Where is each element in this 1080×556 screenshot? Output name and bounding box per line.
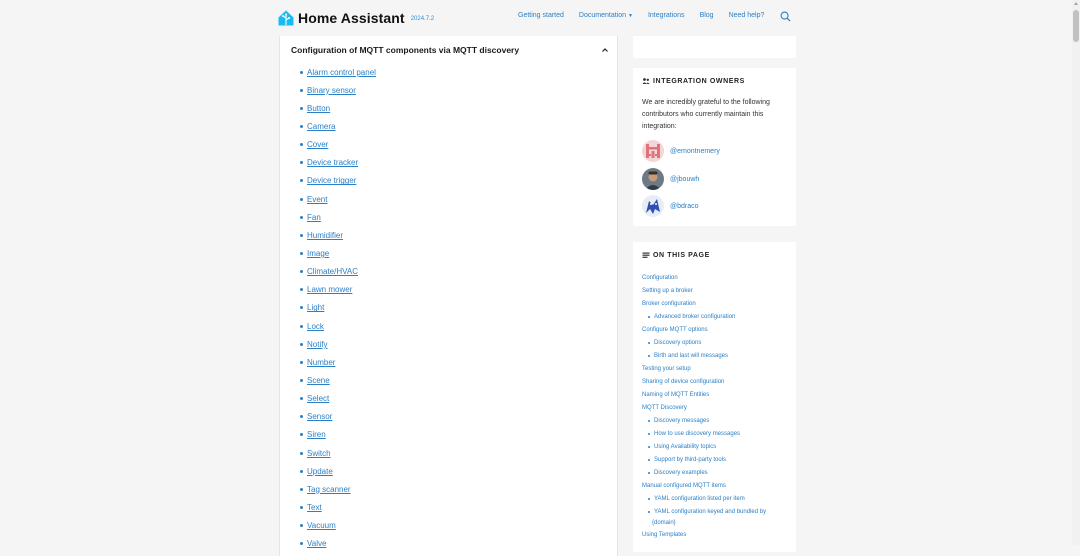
main-content	[279, 36, 618, 556]
toc-item[interactable]	[642, 388, 766, 401]
bullet-icon	[300, 397, 303, 400]
bullet-icon	[648, 316, 650, 318]
toc-item-label: YAML configuration listed per item	[654, 495, 745, 502]
owner-link[interactable]: @bdraco	[670, 202, 699, 210]
brand-name: Home Assistant	[298, 10, 405, 26]
bullet-icon	[648, 433, 650, 435]
home-assistant-logo-icon	[278, 10, 294, 26]
list-item	[300, 371, 376, 389]
owner-emontnemery[interactable]	[642, 139, 720, 163]
toc-item-label: Sharing of device configuration	[642, 378, 725, 385]
list-item	[300, 480, 376, 498]
toc-item[interactable]	[642, 414, 766, 427]
owner-link[interactable]: @emontnemery	[670, 147, 720, 155]
list-item	[300, 353, 376, 371]
list-item	[300, 190, 376, 208]
component-link[interactable]: Device trigger	[307, 176, 357, 186]
toc-item[interactable]	[642, 401, 766, 414]
on-this-page-card	[633, 242, 796, 552]
nav-need-help[interactable]: Need help?	[728, 12, 765, 19]
search-icon[interactable]	[780, 11, 791, 22]
owner-bdraco[interactable]	[642, 194, 699, 218]
component-link[interactable]: Tag scanner	[307, 484, 351, 494]
avatar	[642, 168, 664, 190]
bullet-icon	[648, 420, 650, 422]
toc-item-label: Discovery examples	[654, 469, 708, 476]
bullet-icon	[300, 524, 303, 527]
component-link[interactable]: Vacuum	[307, 521, 336, 531]
chevron-down-icon: ▼	[628, 13, 633, 19]
version-badge: 2024.7.2	[410, 16, 435, 22]
list-item	[300, 226, 376, 244]
list-item	[300, 517, 376, 535]
owners-heading-text: INTEGRATION OWNERS	[653, 77, 745, 85]
toc-item[interactable]	[642, 336, 766, 349]
main-nav	[518, 12, 779, 19]
owners-heading	[642, 77, 745, 85]
bullet-icon	[648, 498, 650, 500]
bullet-icon	[300, 506, 303, 509]
photo-avatar-icon	[642, 168, 664, 190]
toc-item-label: YAML configuration keyed and bundled by	[654, 508, 767, 515]
list-item	[300, 244, 376, 262]
owner-jbouwh[interactable]	[642, 167, 699, 191]
toc-item-label: Advanced broker configuration	[654, 313, 736, 320]
integration-owners-card	[633, 68, 796, 226]
toc-item[interactable]	[642, 349, 766, 362]
toc-item-label: Using Availability topics	[654, 443, 717, 450]
people-icon	[642, 77, 650, 85]
toc-item[interactable]	[642, 492, 766, 505]
bullet-icon	[300, 452, 303, 455]
nav-blog[interactable]: Blog	[699, 12, 714, 19]
bullet-icon	[300, 125, 303, 128]
list-item	[300, 408, 376, 426]
bullet-icon	[648, 459, 650, 461]
toc-item-label: Using Templates	[642, 531, 687, 538]
list-item	[300, 81, 376, 99]
component-link[interactable]: Image	[307, 248, 330, 258]
component-link[interactable]: Cover	[307, 140, 329, 150]
toc-item-label: Discovery messages	[654, 417, 710, 424]
toc-item[interactable]	[642, 479, 766, 492]
toc-item-label: Configuration	[642, 274, 678, 281]
list-item	[300, 335, 376, 353]
toc-list	[642, 271, 766, 541]
list-item	[300, 154, 376, 172]
list-item	[300, 426, 376, 444]
bullet-icon	[300, 288, 303, 291]
dragon-avatar-icon	[642, 195, 664, 217]
list-item	[300, 498, 376, 516]
toc-item[interactable]	[642, 453, 766, 466]
component-link[interactable]: Text	[307, 502, 322, 512]
identicon-avatar-icon	[642, 140, 664, 162]
list-item	[300, 136, 376, 154]
toc-item[interactable]	[642, 518, 766, 528]
component-link[interactable]: Number	[307, 357, 336, 367]
toc-item-label: Manual configured MQTT items	[642, 482, 726, 489]
nav-documentation[interactable]	[579, 12, 633, 19]
component-link[interactable]: Fan	[307, 212, 321, 222]
bullet-icon	[648, 446, 650, 448]
bullet-icon	[648, 511, 650, 513]
mqtt-discovery-section-header[interactable]	[291, 41, 609, 59]
toc-item[interactable]	[642, 271, 766, 284]
toc-item[interactable]	[642, 528, 766, 541]
list-item	[300, 263, 376, 281]
sidebar-card-top	[633, 36, 796, 58]
toc-heading	[642, 251, 710, 259]
toc-heading-text: ON THIS PAGE	[653, 251, 710, 259]
list-item	[300, 208, 376, 226]
component-link[interactable]: Button	[307, 103, 331, 113]
list-item	[300, 281, 376, 299]
toc-item-label: Birth and last will messages	[654, 352, 729, 359]
component-link[interactable]: Valve	[307, 539, 327, 549]
bullet-icon	[648, 342, 650, 344]
page-scrollbar[interactable]	[1072, 0, 1080, 545]
toc-item[interactable]	[642, 505, 766, 518]
bullet-icon	[300, 343, 303, 346]
component-link[interactable]: Humidifier	[307, 230, 344, 240]
bullet-icon	[300, 234, 303, 237]
nav-getting-started[interactable]: Getting started	[518, 12, 564, 19]
bullet-icon	[300, 433, 303, 436]
component-list	[300, 63, 376, 553]
list-item	[300, 299, 376, 317]
bullet-icon	[300, 325, 303, 328]
bullet-icon	[300, 270, 303, 273]
bullet-icon	[300, 488, 303, 491]
toc-item-label: Setting up a broker	[642, 287, 693, 294]
toc-item-label: Naming of MQTT Entities	[642, 391, 710, 398]
list-item	[300, 99, 376, 117]
bullet-icon	[300, 89, 303, 92]
bullet-icon	[300, 179, 303, 182]
section-title: Configuration of MQTT components via MQTT discovery	[291, 45, 520, 55]
toc-item[interactable]	[642, 362, 766, 375]
bullet-icon	[648, 472, 650, 474]
component-link[interactable]: Camera	[307, 121, 336, 131]
avatar	[642, 195, 664, 217]
toc-item[interactable]	[642, 310, 766, 323]
toc-item-label: Broker configuration	[642, 300, 696, 307]
list-item	[300, 535, 376, 553]
list-item	[300, 117, 376, 135]
bullet-icon	[300, 470, 303, 473]
bullet-icon	[300, 71, 303, 74]
component-link[interactable]: Binary sensor	[307, 85, 356, 95]
component-link[interactable]: Light	[307, 303, 325, 313]
component-link[interactable]: Alarm control panel	[307, 67, 376, 77]
bullet-icon	[300, 252, 303, 255]
bullet-icon	[300, 161, 303, 164]
bullet-icon	[300, 306, 303, 309]
list-icon	[642, 251, 650, 259]
toc-item[interactable]	[642, 440, 766, 453]
brand-link[interactable]	[278, 8, 434, 28]
list-item	[300, 390, 376, 408]
component-link[interactable]: Siren	[307, 430, 326, 440]
toc-item[interactable]	[642, 284, 766, 297]
toc-item-label: {domain}	[652, 520, 676, 526]
component-link[interactable]: Lawn mower	[307, 285, 353, 295]
scrollbar-thumb[interactable]	[1073, 10, 1079, 42]
bullet-icon	[300, 361, 303, 364]
owners-description: We are incredibly grateful to the following contributors who currently maintain this integration:	[642, 99, 770, 130]
toc-item-label: How to use discovery messages	[654, 430, 741, 437]
bullet-icon	[300, 107, 303, 110]
toc-item[interactable]	[642, 375, 766, 388]
list-item	[300, 317, 376, 335]
component-link[interactable]: Event	[307, 194, 328, 204]
chevron-up-icon[interactable]	[601, 46, 609, 54]
list-item	[300, 444, 376, 462]
toc-item[interactable]	[642, 297, 766, 310]
toc-item[interactable]	[642, 466, 766, 479]
component-link[interactable]: Device tracker	[307, 158, 359, 168]
top-bar	[0, 0, 1072, 36]
component-link[interactable]: Update	[307, 466, 333, 476]
nav-documentation-label: Documentation	[578, 12, 627, 19]
component-link[interactable]: Switch	[307, 448, 331, 458]
component-link[interactable]: Scene	[307, 375, 330, 385]
component-link[interactable]: Select	[307, 394, 330, 404]
toc-item[interactable]	[642, 323, 766, 336]
bullet-icon	[300, 198, 303, 201]
owner-link[interactable]: @jbouwh	[670, 175, 700, 183]
nav-integrations[interactable]: Integrations	[647, 12, 685, 19]
avatar	[642, 140, 664, 162]
list-item	[300, 462, 376, 480]
bullet-icon	[300, 143, 303, 146]
toc-item-label: Discovery options	[654, 339, 702, 346]
list-item	[300, 63, 376, 81]
component-link[interactable]: Notify	[307, 339, 328, 349]
component-link[interactable]: Climate/HVAC	[307, 267, 358, 277]
toc-item-label: Support by third-party tools	[654, 456, 727, 463]
toc-item-label: Configure MQTT options	[642, 326, 708, 333]
component-link[interactable]: Lock	[307, 321, 324, 331]
bullet-icon	[300, 415, 303, 418]
list-item	[300, 172, 376, 190]
bullet-icon	[648, 355, 650, 357]
toc-item-label: MQTT Discovery	[642, 404, 687, 411]
scroll-up-arrow-icon[interactable]	[1074, 2, 1078, 5]
component-link[interactable]: Sensor	[307, 412, 333, 422]
bullet-icon	[300, 379, 303, 382]
toc-item[interactable]	[642, 427, 766, 440]
bullet-icon	[300, 216, 303, 219]
toc-item-label: Testing your setup	[642, 365, 691, 372]
